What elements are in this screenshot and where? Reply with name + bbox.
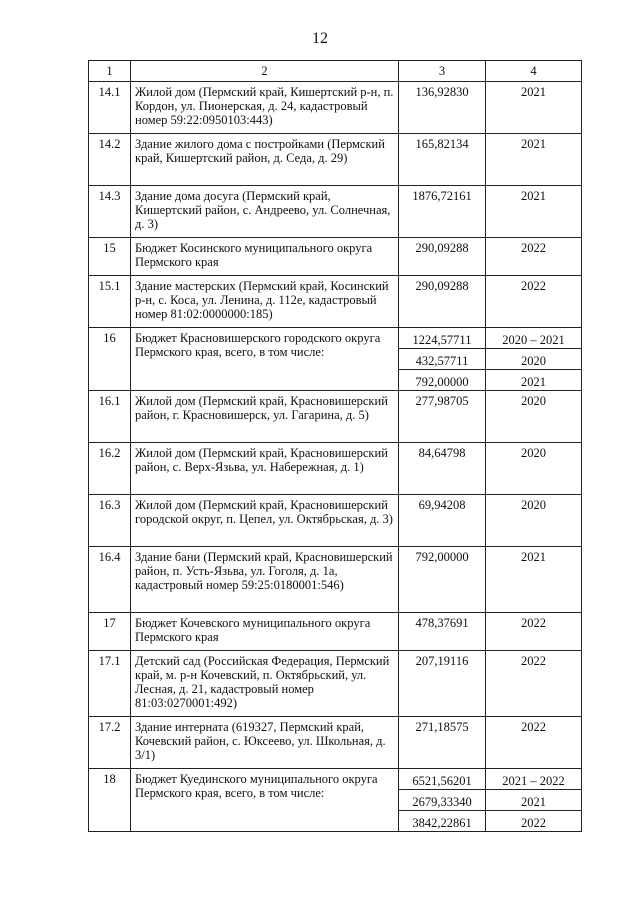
row-year: 2020 xyxy=(486,391,582,443)
row-number: 15.1 xyxy=(89,276,131,328)
row-amount: 84,64798 xyxy=(399,443,486,495)
row-amount: 271,18575 xyxy=(399,717,486,769)
table-row xyxy=(89,186,582,238)
row-year: 2022 xyxy=(486,717,582,769)
row-amount: 1224,57711 xyxy=(399,328,486,349)
row-description: Жилой дом (Пермский край, Кишертский р-н, п. Кордон, ул. Пионерская, д. 24, кадастровый номер 59:22:0950103:443) xyxy=(131,82,399,134)
subrow-year: 2021 xyxy=(486,370,582,391)
row-description: Бюджет Куединского муниципального округа Пермского края, всего, в том числе: xyxy=(131,769,399,832)
table-row xyxy=(89,238,582,276)
table-row xyxy=(89,276,582,328)
table-row xyxy=(89,769,582,790)
row-description: Здание мастерских (Пермский край, Косинский р-н, с. Коса, ул. Ленина, д. 112е, кадастровый номер 81:02:0000000:185) xyxy=(131,276,399,328)
page-number: 12 xyxy=(312,30,328,47)
row-number: 14.2 xyxy=(89,134,131,186)
subrow-amount: 432,57711 xyxy=(399,349,486,370)
subrow-amount: 3842,22861 xyxy=(399,811,486,832)
row-amount: 290,09288 xyxy=(399,238,486,276)
row-description: Здание жилого дома с постройками (Пермский край, Кишертский район, д. Седа, д. 29) xyxy=(131,134,399,186)
subrow-amount: 2679,33340 xyxy=(399,790,486,811)
row-year: 2021 xyxy=(486,547,582,613)
row-year: 2021 xyxy=(486,134,582,186)
row-amount: 290,09288 xyxy=(399,276,486,328)
subrow-year: 2021 xyxy=(486,790,582,811)
row-number: 16.2 xyxy=(89,443,131,495)
row-description: Бюджет Красновишерского городского округа Пермского края, всего, в том числе: xyxy=(131,328,399,391)
row-year: 2021 xyxy=(486,186,582,238)
row-year: 2022 xyxy=(486,651,582,717)
row-amount: 1876,72161 xyxy=(399,186,486,238)
row-number: 17 xyxy=(89,613,131,651)
table-row xyxy=(89,82,582,134)
row-number: 15 xyxy=(89,238,131,276)
row-year: 2020 xyxy=(486,443,582,495)
table-row xyxy=(89,134,582,186)
row-amount: 207,19116 xyxy=(399,651,486,717)
row-year: 2021 xyxy=(486,82,582,134)
row-year: 2022 xyxy=(486,238,582,276)
column-header: 1 xyxy=(89,61,131,82)
row-year: 2020 – 2021 xyxy=(486,328,582,349)
row-year: 2020 xyxy=(486,495,582,547)
row-number: 17.2 xyxy=(89,717,131,769)
row-number: 17.1 xyxy=(89,651,131,717)
row-amount: 6521,56201 xyxy=(399,769,486,790)
row-number: 16.4 xyxy=(89,547,131,613)
subrow-year: 2020 xyxy=(486,349,582,370)
row-number: 16 xyxy=(89,328,131,391)
row-year: 2022 xyxy=(486,613,582,651)
table-row xyxy=(89,443,582,495)
row-year: 2022 xyxy=(486,276,582,328)
column-header: 2 xyxy=(131,61,399,82)
subrow-amount: 792,00000 xyxy=(399,370,486,391)
table-header-row xyxy=(89,61,582,82)
row-amount: 136,92830 xyxy=(399,82,486,134)
row-description: Детский сад (Российская Федерация, Пермский край, м. р-н Кочевский, п. Октябрьский, ул. Лесная, д. 21, кадастровый номер 81:03:0270001:492) xyxy=(131,651,399,717)
table-row xyxy=(89,328,582,349)
row-description: Бюджет Косинского муниципального округа Пермского края xyxy=(131,238,399,276)
row-year: 2021 – 2022 xyxy=(486,769,582,790)
row-number: 14.3 xyxy=(89,186,131,238)
row-description: Жилой дом (Пермский край, Красновишерский район, с. Верх-Язьва, ул. Набережная, д. 1) xyxy=(131,443,399,495)
row-description: Бюджет Кочевского муниципального округа Пермского края xyxy=(131,613,399,651)
column-header: 4 xyxy=(486,61,582,82)
row-amount: 165,82134 xyxy=(399,134,486,186)
row-amount: 792,00000 xyxy=(399,547,486,613)
table-row xyxy=(89,391,582,443)
row-amount: 69,94208 xyxy=(399,495,486,547)
row-amount: 478,37691 xyxy=(399,613,486,651)
row-description: Здание интерната (619327, Пермский край, Кочевский район, с. Юксеево, ул. Школьная, д. 3/1) xyxy=(131,717,399,769)
row-number: 18 xyxy=(89,769,131,832)
row-amount: 277,98705 xyxy=(399,391,486,443)
budget-table xyxy=(88,60,582,832)
column-header: 3 xyxy=(399,61,486,82)
table-row xyxy=(89,495,582,547)
row-description: Жилой дом (Пермский край, Красновишерский городской округ, п. Цепел, ул. Октябрьская, д. 3) xyxy=(131,495,399,547)
table-row xyxy=(89,651,582,717)
row-number: 14.1 xyxy=(89,82,131,134)
row-description: Здание бани (Пермский край, Красновишерский район, п. Усть-Язьва, ул. Гоголя, д. 1а, кадастровый номер 59:25:0180001:546) xyxy=(131,547,399,613)
row-number: 16.1 xyxy=(89,391,131,443)
table-row xyxy=(89,717,582,769)
row-description: Жилой дом (Пермский край, Красновишерский район, г. Красновишерск, ул. Гагарина, д. 5) xyxy=(131,391,399,443)
row-number: 16.3 xyxy=(89,495,131,547)
subrow-year: 2022 xyxy=(486,811,582,832)
table-row xyxy=(89,547,582,613)
row-description: Здание дома досуга (Пермский край, Кишертский район, с. Андреево, ул. Солнечная, д. 3) xyxy=(131,186,399,238)
table-row xyxy=(89,613,582,651)
